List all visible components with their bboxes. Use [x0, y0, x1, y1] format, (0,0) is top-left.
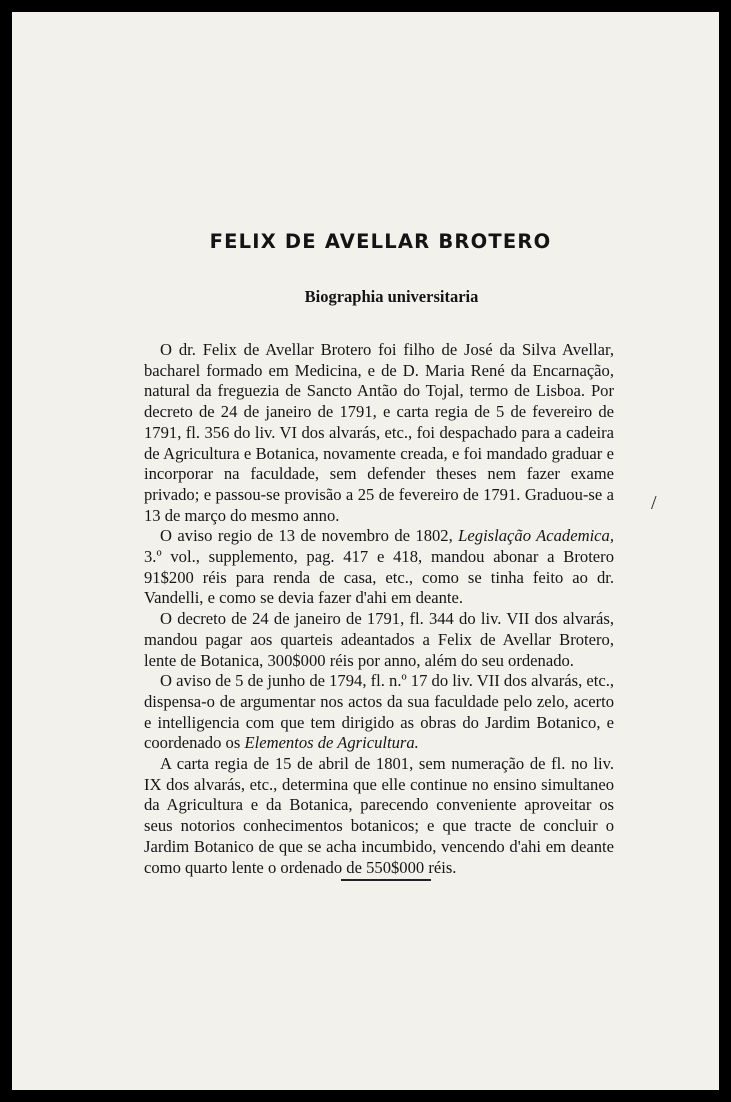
margin-mark: /	[651, 492, 657, 514]
body-text	[144, 340, 614, 878]
closing-rule	[341, 879, 431, 881]
paragraph-3: O decreto de 24 de janeiro de 1791, fl. 344 do liv. VII dos alvarás, mandou pagar aos quarteis adeantados a Felix de Avellar Brotero, lente de Botanica, 300$000 réis por anno, além do seu ordenado.	[144, 609, 614, 670]
document-page	[12, 12, 719, 1090]
paragraph-1: O dr. Felix de Avellar Brotero foi filho de José da Silva Avellar, bacharel formado em Medicina, e de D. Maria René da Encarnação, natural da freguezia de Sancto Antão do Tojal, termo de Lisboa. Por decreto de 24 de janeiro de 1791, e carta regia de 5 de fevereiro de 1791, fl. 356 do liv. VI dos alvarás, etc., foi despachado para a cadeira de Agricultura e Botanica, novamente creada, e foi mandado graduar e incorporar na faculdade, sem defender theses nem fazer exame privado; e passou-se provisão a 25 de fevereiro de 1791. Graduou-se a 13 de março do mesmo anno.	[144, 340, 614, 525]
page-subtitle: Biographia universitaria	[304, 287, 479, 306]
paragraph-2-italic: Legislação Academica,	[458, 526, 614, 546]
paragraph-5: A carta regia de 15 de abril de 1801, sem numeração de fl. no liv. IX dos alvarás, etc., determina que elle continue no ensino simultaneo da Agricultura e da Botanica, parecendo conveniente aproveitar os seus notorios conhecimentos botanicos; e que tracte de concluir o Jardim Botanico de que se acha incumbido, vencendo d'ahi em deante como quarto lente o ordenado de 550$000 réis.	[144, 754, 614, 877]
paragraph-2-text-b: 3.º vol., supplemento, pag. 417 e 418, mandou abonar a Brotero 91$200 réis para renda de casa, etc., como se tinha feito ao dr. Vandelli, e como se devia fazer d'ahi em deante.	[144, 547, 614, 608]
paragraph-4	[144, 671, 614, 754]
page-title: FELIX DE AVELLAR BROTERO	[209, 230, 552, 253]
paragraph-2-text-a: O aviso regio de 13 de novembro de 1802,	[160, 526, 459, 546]
paragraph-4-italic: Elementos de Agricultura.	[244, 733, 419, 753]
paragraph-4-text-a: O aviso de 5 de junho de 1794, fl. n.º 17 do liv. VII dos alvarás, etc., dispensa-o de argumentar nos actos da sua faculdade pelo zelo, acerto e intelligencia com que tem dirigido as obras do Jardim Botanico, e coordenado os	[144, 671, 615, 753]
paragraph-2	[144, 526, 614, 609]
